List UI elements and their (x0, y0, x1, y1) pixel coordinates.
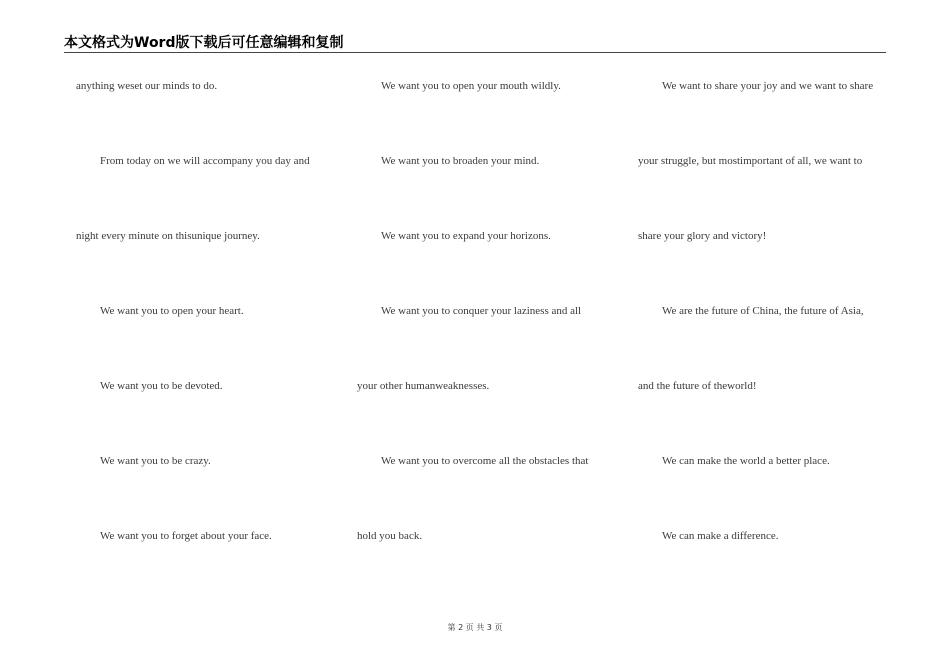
text-line: We want you to open your mouth wildly. (381, 80, 561, 92)
text-line: We want you to be devoted. (100, 380, 223, 392)
text-line: We want to share your joy and we want to share (662, 80, 874, 92)
page-footer (0, 622, 950, 633)
page-header (64, 34, 886, 53)
text-line: anything weset our minds to do. (76, 80, 218, 92)
text-line: your struggle, but mostimportant of all, we want to (638, 155, 863, 167)
text-line: share your glory and victory! (638, 230, 767, 242)
header-title: 本文格式为Word版下载后可任意编辑和复制 (64, 35, 344, 51)
text-line: We can make a difference. (662, 530, 779, 542)
text-line: We want you to broaden your mind. (381, 155, 540, 167)
text-line: We want you to expand your horizons. (381, 230, 551, 242)
text-line: We want you to forget about your face. (100, 530, 272, 542)
text-line: We want you to overcome all the obstacles that (381, 455, 589, 467)
text-line: hold you back. (357, 530, 423, 542)
text-line: We are the future of China, the future of Asia, (662, 305, 864, 317)
text-line: We want you to conquer your laziness and all (381, 305, 582, 317)
text-line: and the future of theworld! (638, 380, 757, 392)
text-line: We want you to open your heart. (100, 305, 244, 317)
text-line: From today on we will accompany you day and (100, 155, 310, 167)
text-line: We can make the world a better place. (662, 455, 830, 467)
page-number-label: 第 2 页 共 3 页 (447, 623, 503, 632)
text-line: your other humanweaknesses. (357, 380, 490, 392)
text-line: We want you to be crazy. (100, 455, 211, 467)
text-line: night every minute on thisunique journey. (76, 230, 260, 242)
